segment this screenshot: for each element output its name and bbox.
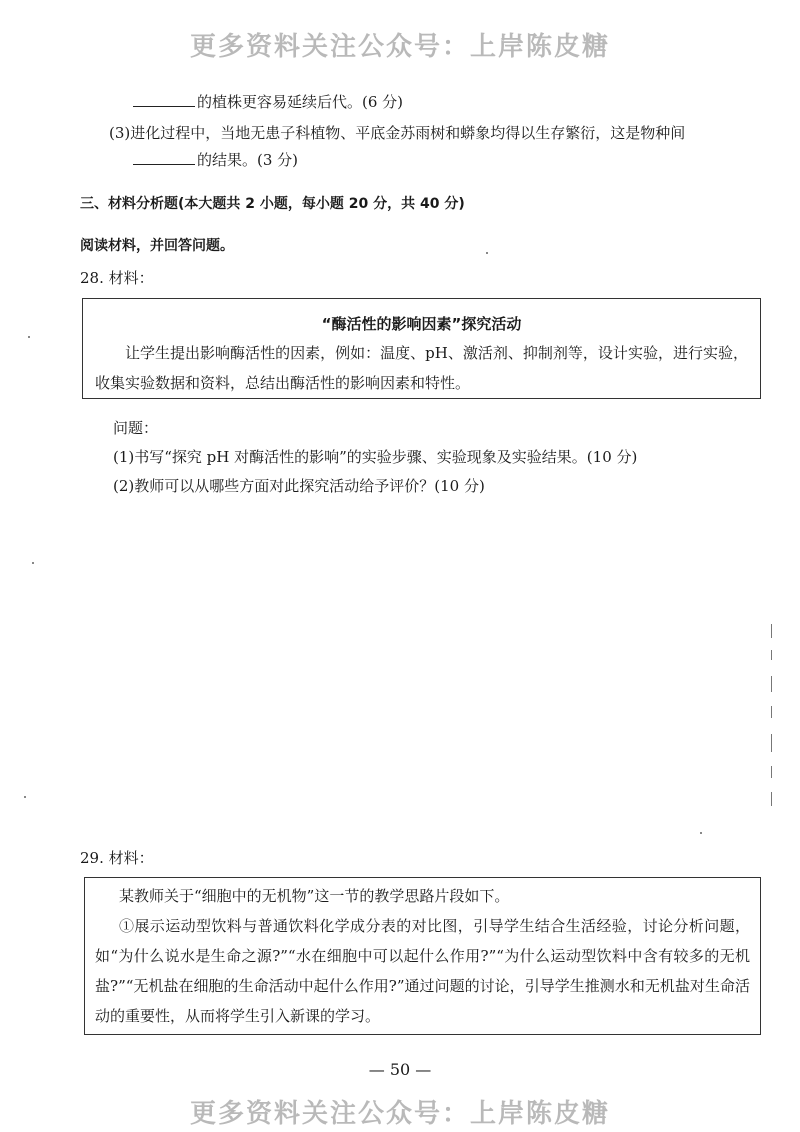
binding-mark [771, 734, 772, 752]
q28-box-title: “酶活性的影响因素”探究活动 [321, 315, 522, 333]
q29-label: 29. 材料： [80, 849, 154, 867]
watermark-top: 更多资料关注公众号：上岸陈皮糖 [189, 32, 610, 62]
answer-blank [133, 150, 195, 165]
q27-sub3-line2-text: 的结果。(3 分) [197, 151, 299, 169]
section3-instruction: 阅读材料，并回答问题。 [80, 238, 234, 254]
scan-speck [32, 562, 34, 564]
scan-speck [486, 252, 488, 254]
q29-box-intro: 某教师关于“细胞中的无机物”这一节的教学思路片段如下。 [119, 887, 510, 905]
binding-mark [771, 650, 772, 660]
page-number: — 50 — [368, 1060, 432, 1079]
binding-mark [771, 676, 772, 692]
q28-box-text: 让学生提出影响酶活性的因素，例如：温度、pH、激活剂、抑制剂等，设计实验，进行实验，收集实验数据和资料，总结出酶活性的影响因素和特性。 [95, 344, 748, 392]
q27-sub3-line2 [133, 150, 298, 170]
binding-mark [771, 792, 772, 806]
binding-mark [771, 624, 772, 638]
q28-question-2: (2)教师可以从哪些方面对此探究活动给予评价？(10 分) [113, 477, 485, 495]
answer-blank [133, 92, 195, 107]
q29-material-box [84, 877, 761, 1035]
scan-speck [28, 336, 30, 338]
binding-mark [771, 766, 772, 778]
binding-mark [771, 706, 772, 718]
q27-continuation-line [133, 92, 403, 112]
q29-box-paragraph: ①展示运动型饮料与普通饮料化学成分表的对比图，引导学生结合生活经验，讨论分析问题，如“为什么说水是生命之源?”“水在细胞中可以起什么作用?”“为什么运动型饮料中含有较多的无机盐?”“无机盐在细胞的生命活动中起什么作用?”通过问题的讨论，引导学生推测水和无机盐对生命活动的重要性，从而将学生引入新课的学习。 [95, 917, 750, 1025]
scan-speck [700, 832, 702, 834]
q28-question-1: (1)书写“探究 pH 对酶活性的影响”的实验步骤、实验现象及实验结果。(10 分) [113, 448, 638, 466]
q27-sub3-line1: (3)进化过程中，当地无患子科植物、平底金苏雨树和蟒象均得以生存繁衍，这是物种间 [109, 124, 686, 142]
watermark-bottom: 更多资料关注公众号：上岸陈皮糖 [189, 1099, 610, 1129]
q28-label: 28. 材料： [80, 269, 154, 287]
section3-heading: 三、材料分析题(本大题共 2 小题，每小题 20 分，共 40 分) [80, 196, 465, 212]
q27-continuation-text: 的植株更容易延续后代。(6 分) [197, 93, 404, 111]
scan-speck [24, 796, 26, 798]
q28-questions-label: 问题： [113, 419, 159, 437]
q28-material-box [82, 298, 761, 399]
